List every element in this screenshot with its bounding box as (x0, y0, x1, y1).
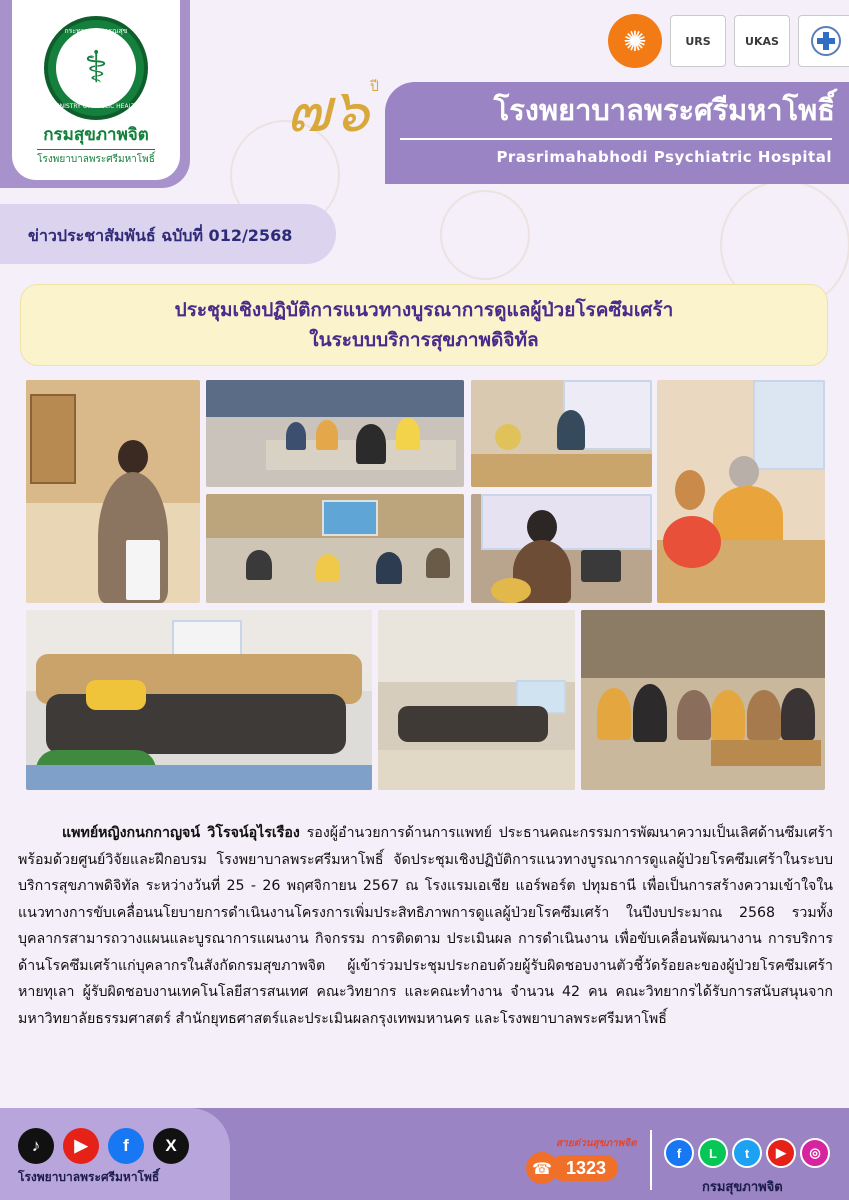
instagram-icon[interactable]: ◎ (800, 1138, 830, 1168)
photo-panel-discussion (581, 610, 825, 790)
anniversary-unit: ปี (370, 79, 379, 95)
hospital-name-english: Prasrimahabhodi Psychiatric Hospital (496, 148, 832, 166)
seal-ring-text-top: กระทรวงสาธารณสุข (64, 27, 128, 35)
department-name: กรมสุขภาพจิต (43, 125, 149, 145)
news-issue-label: ข่าวประชาสัมพันธ์ ฉบับที่ 012/2568 (28, 226, 293, 245)
facebook-icon[interactable]: f (108, 1128, 144, 1164)
hospital-name-thai: โรงพยาบาลพระศรีมหาโพธิ์ (493, 93, 835, 127)
logo-hospital-name: โรงพยาบาลพระศรีมหาโพธิ์ (37, 149, 155, 167)
seal-ring-text-bottom: MINISTRY OF PUBLIC HEALTH (52, 103, 140, 110)
youtube-icon[interactable]: ▶ (63, 1128, 99, 1164)
caduceus-icon: ⚕ (56, 28, 136, 108)
photo-presenter-big-data-slide (471, 380, 652, 487)
ukas-badge-icon: UKAS (734, 15, 790, 67)
emblem-icon: ✺ (608, 14, 662, 68)
photo-room-with-projector (206, 494, 464, 603)
tiktok-icon[interactable]: ♪ (18, 1128, 54, 1164)
article-text: รองผู้อำนวยการด้านการแพทย์ ประธานคณะกรรมการพัฒนาความเป็นเลิศด้านซึมเศร้า พร้อมด้วยศูนย์วิจัยและฝึกอบรม โรงพยาบาลพระศรีมหาโพธิ์ จัดประชุมเชิงปฏิบัติการแนวทางบูรณาการดูแลผู้ป่วยโรคซึมเศร้าในระบบบริการสุขภาพดิจิทัล ระหว่างวันที่ 25 - 26 พฤศจิกายน 2567 ณ โรงแรมเอเชีย แอร์พอร์ต ปทุมธานี เพื่อเป็นการสร้างความเข้าใจในแนวทางการขับเคลื่อนนโยบายการดำเนินงานโครงการเพิ่มประสิทธิภาพการดูแลผู้ป่วยโรคซึมเศร้า ในปีงบประมาณ 2568 รวมทั้งบุคลากรสามารถวางแผนและบูรณาการแผนงาน กิจกรรม การติดตาม ประเมินผล การดำเนินงาน เพื่อขับเคลื่อนพัฒนางาน การบริการด้านโรคซึมเศร้าแก่บุคลากรในสังกัดกรมสุขภาพจิต ผู้เข้าร่วมประชุมประกอบด้วยผู้รับผิดชอบงานตัวชี้วัดร้อยละของผู้ป่วยโรคซึมเศร้าหายทุเลา ผู้รับผิดชอบงานเทคโนโลยีสารสนเทศ คณะวิทยากร และคณะทำงาน จำนวน 42 คน คณะวิทยากรได้รับการสนับสนุนจากมหาวิทยาลัยธรรมศาสตร์ สำนักยุทธศาสตร์และประเมินผลกรุงเทพมหานคร และโรงพยาบาลพระศรีมหาโพธิ์ (18, 825, 834, 1027)
headline-box (20, 284, 828, 366)
title-divider (400, 138, 832, 140)
hotline-label: สายด่วนสุขภาพจิต (556, 1138, 637, 1149)
photo-meeting-room-attendees (206, 380, 464, 487)
footer-divider (650, 1130, 652, 1190)
photo-group-picture (26, 610, 372, 790)
logo-tab (0, 0, 190, 188)
twitter-icon[interactable]: t (732, 1138, 762, 1168)
department-footer-name: กรมสุขภาพจิต (702, 1180, 783, 1195)
department-social-links (664, 1138, 830, 1168)
certification-badges (608, 14, 849, 68)
hotline-badge[interactable] (526, 1152, 636, 1184)
youtube-icon[interactable]: ▶ (766, 1138, 796, 1168)
hospital-accreditation-icon (798, 15, 849, 67)
photo-speaker-at-podium (471, 494, 652, 603)
facebook-icon[interactable]: f (664, 1138, 694, 1168)
moph-seal-icon (44, 16, 148, 120)
department-logo (12, 0, 180, 180)
photo-seminar-hall (378, 610, 575, 790)
background-flower-decoration (440, 190, 530, 280)
hotline-number: 1323 (550, 1155, 618, 1181)
line-icon[interactable]: L (698, 1138, 728, 1168)
anniversary-numeral: ๗๖ (286, 76, 370, 146)
article-lead-name: แพทย์หญิงกนกกาญจน์ วิโรจน์อุไรเรือง (62, 825, 300, 841)
headline-line-2: ในระบบบริการสุขภาพดิจิทัล (309, 329, 539, 351)
article-body (18, 820, 833, 1032)
phone-icon: ☎ (526, 1152, 558, 1184)
hospital-social-links (18, 1128, 189, 1164)
headline-line-1: ประชุมเชิงปฏิบัติการแนวทางบูรณาการดูแลผู้ป่วยโรคซึมเศร้า (174, 299, 674, 321)
footer-hospital-name: โรงพยาบาลพระศรีมหาโพธิ์ (18, 1170, 160, 1184)
photo-speaker-microphone (26, 380, 200, 603)
photo-presenter-flowers-table (657, 380, 825, 603)
urs-iso-badge-icon: URS (670, 15, 726, 67)
x-icon[interactable]: X (153, 1128, 189, 1164)
